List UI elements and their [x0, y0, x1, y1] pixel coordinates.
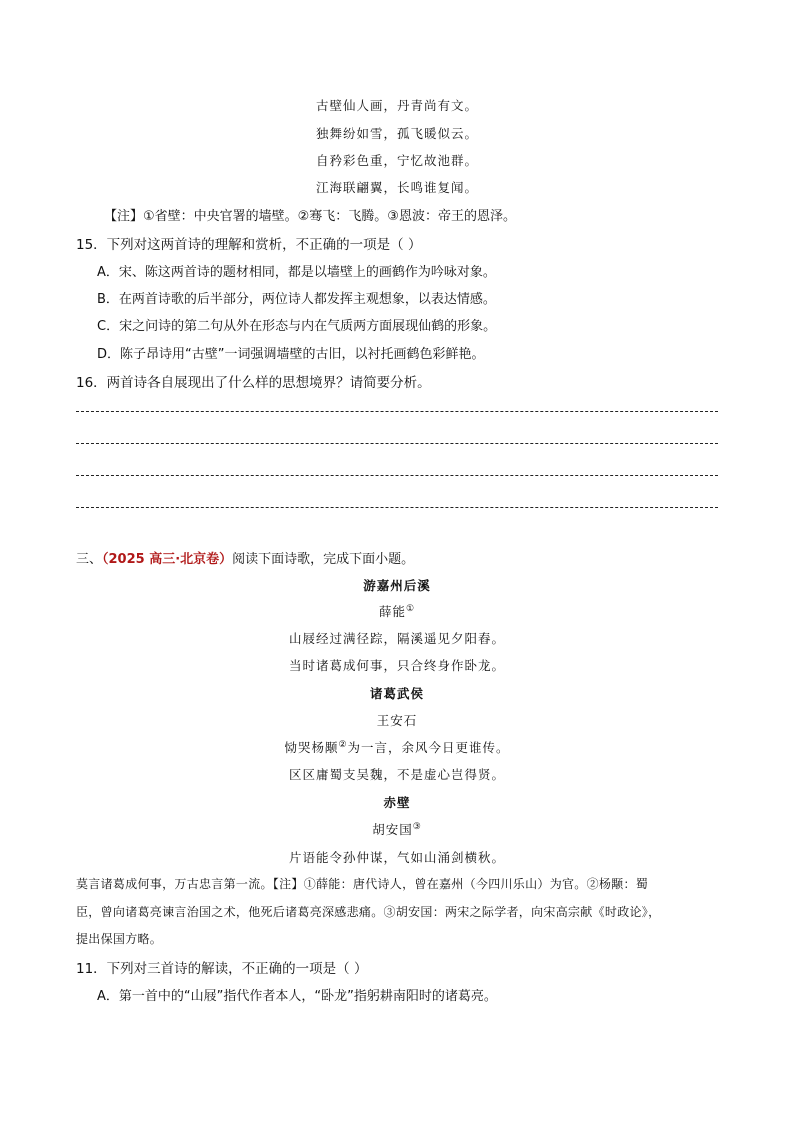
poem-1-author: 薛能	[378, 604, 406, 619]
poem-1-line-1: 山屐经过满径踪，隔溪遥见夕阳舂。	[288, 631, 505, 646]
poem-a-line-4: 江海联翩翼，长鸣谁复闻。	[315, 180, 478, 195]
poem-notes-line-3: 提出保国方略。	[76, 932, 163, 946]
poem-3-title: 赤壁	[383, 795, 411, 810]
poem-1-author-mark: ①	[405, 603, 416, 614]
poem-1-author-line	[0, 602, 794, 620]
poem-2-title: 诸葛武侯	[369, 686, 424, 701]
section-3-source: （2025 高三·北京卷）	[102, 552, 233, 567]
question-11-stem: 11．下列对三首诗的解读，不正确的一项是（ ）	[76, 961, 368, 977]
poem-a-note: 【注】①省壁：中央官署的墙壁。②骞飞：飞腾。③恩波：帝王的恩泽。	[104, 209, 516, 224]
question-15-stem: 15．下列对这两首诗的理解和赏析，不正确的一项是（ ）	[76, 237, 422, 253]
poem-notes-line-2: 臣，曾向诸葛亮谏言治国之术，他死后诸葛亮深感悲痛。③胡安国：两宋之际学者，向宋高宗献《时政论》，	[76, 905, 661, 919]
question-16-stem: 16．两首诗各自展现出了什么样的思想境界？请简要分析。	[76, 375, 431, 391]
answer-line-1[interactable]	[76, 411, 718, 412]
poem-3-line-1: 片语能令孙仲谋，气如山涌剑横秋。	[288, 850, 505, 865]
poem-a-line-2: 独舞纷如雪，孤飞暖似云。	[315, 126, 478, 141]
question-15-option-c: C．宋之问诗的第二句从外在形态与内在气质两方面展现仙鹤的形象。	[97, 319, 497, 334]
poem-3-author: 胡安国	[372, 822, 413, 837]
poem-a-line-1: 古壁仙人画，丹青尚有文。	[315, 98, 478, 113]
section-3-instruction: 阅读下面诗歌，完成下面小题。	[232, 552, 415, 567]
poem-2-line-1	[0, 738, 794, 756]
question-11-option-a: A．第一首中的“山屐”指代作者本人，“卧龙”指躬耕南阳时的诸葛亮。	[97, 989, 497, 1004]
answer-line-3[interactable]	[76, 475, 718, 476]
section-3-heading	[76, 548, 414, 567]
poem-3-author-mark: ③	[412, 821, 422, 832]
poem-3-author-line	[0, 820, 794, 838]
answer-line-2[interactable]	[76, 443, 718, 444]
poem-2-line-1-pre: 恸哭杨颙	[284, 740, 339, 755]
poem-1-line-2: 当时诸葛成何事，只合终身作卧龙。	[288, 658, 505, 673]
poem-3-line-2-and-note: 莫言诸葛成何事，万古忠言第一流。【注】①薛能：唐代诗人，曾在嘉州（今四川乐山）为官。②杨颙：蜀	[76, 877, 649, 891]
poem-2-line-1-post: 为一言，余风今日更谁传。	[347, 740, 510, 755]
question-15-option-b: B．在两首诗歌的后半部分，两位诗人都发挥主观想象，以表达情感。	[97, 292, 496, 307]
poem-a-line-3: 自矜彩色重，宁忆故池群。	[315, 153, 478, 168]
poem-2-line-1-mark: ②	[338, 739, 348, 750]
poem-2-line-2: 区区庸蜀支吴魏，不是虚心岂得贤。	[288, 767, 505, 782]
question-15-option-d: D．陈子昂诗用“古壁”一词强调墙壁的古旧，以衬托画鹤色彩鲜艳。	[97, 347, 485, 362]
answer-line-4[interactable]	[76, 507, 718, 508]
poem-1-title: 游嘉州后溪	[363, 578, 431, 593]
question-15-option-a: A．宋、陈这两首诗的题材相同，都是以墙壁上的画鹤作为吟咏对象。	[97, 265, 496, 280]
poem-2-author: 王安石	[376, 713, 418, 728]
section-3-prefix: 三、	[76, 552, 103, 567]
